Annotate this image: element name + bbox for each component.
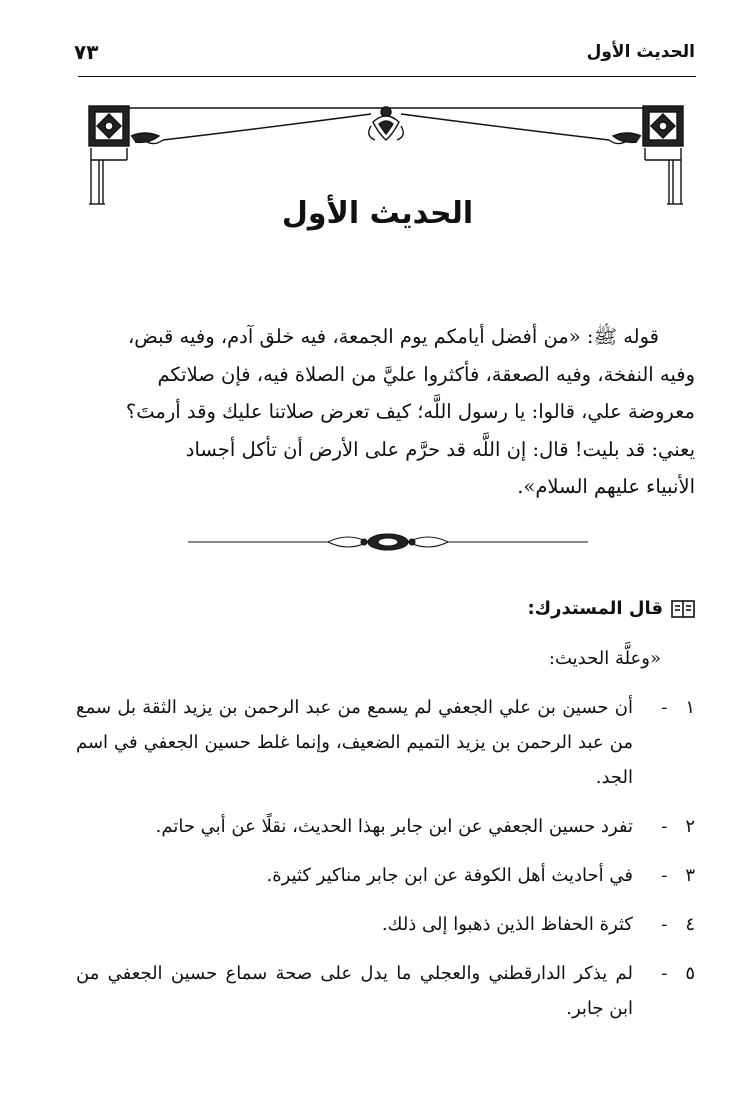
item-text: كثرة الحفاظ الذين ذهبوا إلى ذلك.: [381, 914, 633, 935]
running-title: الحديث الأول: [586, 42, 695, 62]
hadith-text: [76, 318, 695, 506]
item-text: تفرد حسين الجعفي عن ابن جابر بهذا الحديث، نقلًا عن أبي حاتم.: [155, 816, 633, 837]
item-dash: -: [661, 697, 668, 718]
list-item: [76, 690, 695, 795]
item-number: ٢: [685, 816, 695, 837]
item-number: ٥: [685, 963, 695, 984]
hadith-line: وفيه النفخة، وفيه الصعقة، فأكثروا عليَّ من الصلاة فيه، فإن صلاتكم: [157, 362, 695, 386]
intro-line: «وعلَّة الحديث:: [548, 648, 661, 669]
section-heading: [527, 598, 695, 619]
item-dash: -: [661, 963, 668, 984]
chapter-title: الحديث الأول: [281, 196, 474, 231]
section-heading-label: قال المستدرك:: [527, 598, 663, 619]
floral-divider-icon: [188, 530, 588, 554]
reasons-list: [76, 690, 695, 1040]
item-text: في أحاديث أهل الكوفة عن ابن جابر مناكير كثيرة.: [266, 865, 633, 886]
ornament-frame-icon: [85, 100, 687, 210]
item-text: أن حسين بن علي الجعفي لم يسمع من عبد الرحمن بن يزيد الثقة بل سمع من عبد الرحمن بن يزيد التميم الضعيف، وإنما غلط حسين الجعفي في اسم الجد.: [76, 697, 633, 788]
hadith-line: قوله ﷺ: «من أفضل أيامكم يوم الجمعة، فيه خلق آدم، وفيه قبض،: [127, 325, 659, 348]
list-item: [76, 809, 695, 844]
list-item: [76, 907, 695, 942]
item-text: لم يذكر الدارقطني والعجلي ما يدل على صحة سماع حسين الجعفي من ابن جابر.: [76, 963, 633, 1019]
hadith-line: معروضة علي، قالوا: يا رسول اللَّه؛ كيف تعرض صلاتنا عليك وقد أرمتَ؟: [125, 400, 695, 423]
list-item: [76, 858, 695, 893]
hadith-line: يعني: قد بليت! قال: إن اللَّه قد حرَّم على الأرض أن تأكل أجساد: [185, 437, 695, 461]
item-number: ١: [685, 697, 695, 718]
list-item: [76, 956, 695, 1026]
header-rule: [78, 76, 696, 77]
book-icon: [671, 600, 695, 618]
item-dash: -: [661, 816, 668, 837]
item-dash: -: [661, 914, 668, 935]
page-number: ٧٣: [74, 40, 99, 64]
item-number: ٣: [685, 865, 695, 886]
hadith-line: الأنبياء عليهم السلام».: [517, 475, 695, 498]
item-number: ٤: [685, 914, 695, 935]
item-dash: -: [661, 865, 668, 886]
